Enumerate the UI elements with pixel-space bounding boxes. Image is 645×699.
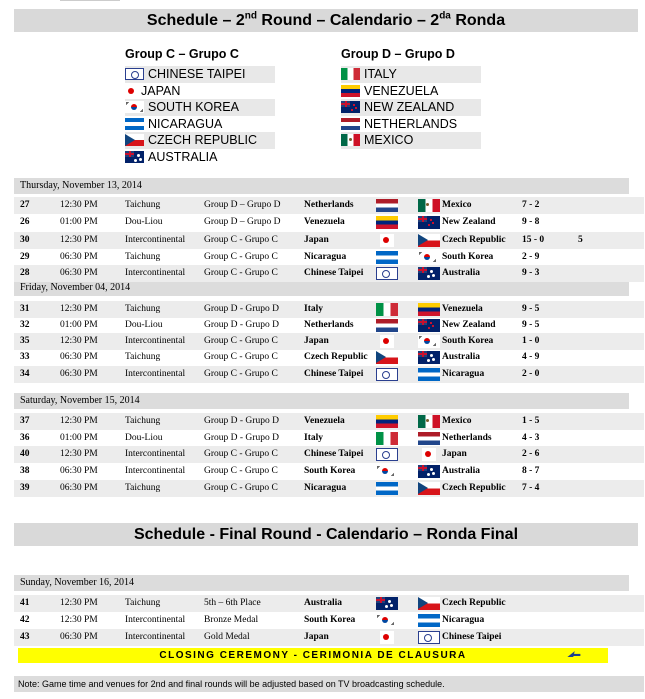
game-group: Group C - Grupo C bbox=[204, 336, 278, 346]
game-row bbox=[14, 265, 644, 282]
team-item bbox=[125, 149, 275, 166]
game-time: 01:00 PM bbox=[60, 217, 98, 227]
game-venue: Intercontinental bbox=[125, 268, 186, 278]
game-venue: Intercontinental bbox=[125, 336, 186, 346]
game-group: Group D - Grupo D bbox=[204, 304, 279, 314]
away-team: Italy bbox=[304, 433, 323, 443]
game-time: 06:30 PM bbox=[60, 252, 98, 262]
game-venue: Dou-Liou bbox=[125, 217, 163, 227]
mex-flag-icon bbox=[418, 415, 440, 428]
game-group: Group C - Grupo C bbox=[204, 466, 278, 476]
home-team: New Zealand bbox=[442, 320, 496, 330]
game-score: 7 - 2 bbox=[522, 200, 540, 210]
kor-flag-icon bbox=[418, 335, 440, 348]
game-score: 7 - 4 bbox=[522, 483, 540, 493]
away-team: Netherlands bbox=[304, 200, 354, 210]
game-score: 9 - 8 bbox=[522, 217, 540, 227]
ita-flag-icon bbox=[376, 303, 398, 316]
away-team: Chinese Taipei bbox=[304, 449, 364, 459]
cze-flag-icon bbox=[125, 134, 144, 146]
game-extra: 5 bbox=[578, 235, 583, 245]
day-header: Saturday, November 15, 2014 bbox=[14, 393, 629, 409]
game-group: Group C - Grupo C bbox=[204, 369, 278, 379]
game-group: Group C - Grupo C bbox=[204, 252, 278, 262]
nca-flag-icon bbox=[376, 482, 398, 495]
game-number: 31 bbox=[20, 304, 30, 314]
ned-flag-icon bbox=[376, 199, 398, 212]
day-header: Sunday, November 16, 2014 bbox=[14, 575, 629, 591]
team-name: VENEZUELA bbox=[364, 83, 439, 98]
away-team: Chinese Taipei bbox=[304, 369, 364, 379]
aus-flag-icon bbox=[418, 267, 440, 280]
game-venue: Taichung bbox=[125, 304, 161, 314]
game-time: 12:30 PM bbox=[60, 449, 98, 459]
away-team: Australia bbox=[304, 598, 342, 608]
away-team: Nicaragua bbox=[304, 252, 347, 262]
game-number: 33 bbox=[20, 352, 30, 362]
home-team: Czech Republic bbox=[442, 483, 506, 493]
home-team: Chinese Taipei bbox=[442, 632, 502, 642]
footnote: Note: Game time and venues for 2nd and final rounds will be adjusted based on TV broadcasting schedule. bbox=[14, 676, 644, 692]
game-score: 4 - 3 bbox=[522, 433, 540, 443]
game-number: 40 bbox=[20, 449, 30, 459]
game-venue: Dou-Liou bbox=[125, 433, 163, 443]
title-sup: nd bbox=[244, 10, 257, 22]
game-number: 42 bbox=[20, 615, 30, 625]
group-c-list bbox=[125, 46, 275, 165]
game-row bbox=[14, 197, 644, 214]
ned-flag-icon bbox=[341, 118, 360, 130]
game-time: 06:30 PM bbox=[60, 483, 98, 493]
nca-flag-icon bbox=[418, 368, 440, 381]
game-venue: Taichung bbox=[125, 252, 161, 262]
game-time: 06:30 PM bbox=[60, 369, 98, 379]
game-number: 38 bbox=[20, 466, 30, 476]
title-text: Round – Calendario – 2 bbox=[256, 12, 440, 29]
nca-flag-icon bbox=[418, 614, 440, 627]
game-venue: Intercontinental bbox=[125, 369, 186, 379]
game-venue: Taichung bbox=[125, 352, 161, 362]
home-team: Mexico bbox=[442, 200, 472, 210]
away-team: South Korea bbox=[304, 466, 356, 476]
home-team: Nicaragua bbox=[442, 369, 485, 379]
second-round-title bbox=[14, 9, 638, 32]
team-name: SOUTH KOREA bbox=[148, 100, 239, 115]
game-row bbox=[14, 366, 644, 383]
game-time: 01:00 PM bbox=[60, 433, 98, 443]
team-name: NICARAGUA bbox=[148, 116, 223, 131]
game-score: 15 - 0 bbox=[522, 235, 545, 245]
ven-flag-icon bbox=[376, 216, 398, 229]
day-header: Friday, November 04, 2014 bbox=[14, 280, 629, 296]
game-number: 30 bbox=[20, 235, 30, 245]
team-name: CZECH REPUBLIC bbox=[148, 133, 258, 148]
team-item bbox=[125, 83, 275, 100]
home-team: South Korea bbox=[442, 252, 494, 262]
game-time: 06:30 PM bbox=[60, 268, 98, 278]
game-row bbox=[14, 480, 644, 497]
title-sup: da bbox=[439, 10, 451, 22]
team-item bbox=[341, 132, 481, 149]
away-team: Nicaragua bbox=[304, 483, 347, 493]
kor-flag-icon bbox=[125, 101, 144, 113]
nca-flag-icon bbox=[125, 118, 144, 130]
nzl-flag-icon bbox=[418, 319, 440, 332]
game-number: 34 bbox=[20, 369, 30, 379]
game-venue: Taichung bbox=[125, 483, 161, 493]
game-time: 12:30 PM bbox=[60, 416, 98, 426]
home-team: Australia bbox=[442, 466, 480, 476]
away-team: Italy bbox=[304, 304, 323, 314]
game-time: 12:30 PM bbox=[60, 200, 98, 210]
game-row bbox=[14, 317, 644, 334]
day-header: Thursday, November 13, 2014 bbox=[14, 178, 629, 194]
game-score: 9 - 5 bbox=[522, 304, 540, 314]
closing-ceremony-banner: CLOSING CEREMONY - CERIMONIA DE CLAUSURA bbox=[18, 648, 608, 663]
ita-flag-icon bbox=[341, 68, 360, 80]
game-group: Group D - Grupo D bbox=[204, 416, 279, 426]
game-row bbox=[14, 446, 644, 463]
mex-flag-icon bbox=[418, 199, 440, 212]
away-team: Japan bbox=[304, 235, 329, 245]
game-number: 32 bbox=[20, 320, 30, 330]
game-group: Group D – Grupo D bbox=[204, 200, 281, 210]
game-number: 37 bbox=[20, 416, 30, 426]
jpn-flag-icon bbox=[380, 234, 394, 247]
logo-icon: ◢▬ bbox=[568, 651, 581, 658]
game-row bbox=[14, 249, 644, 266]
kor-flag-icon bbox=[376, 465, 398, 478]
game-score: 4 - 9 bbox=[522, 352, 540, 362]
nca-flag-icon bbox=[376, 251, 398, 264]
game-venue: Intercontinental bbox=[125, 615, 186, 625]
team-item bbox=[125, 66, 275, 83]
game-row bbox=[14, 413, 644, 430]
game-row bbox=[14, 214, 644, 231]
away-team: Japan bbox=[304, 336, 329, 346]
game-group: Gold Medal bbox=[204, 632, 250, 642]
game-group: Group C - Grupo C bbox=[204, 449, 278, 459]
jpn-flag-icon bbox=[125, 85, 137, 97]
game-score: 1 - 0 bbox=[522, 336, 540, 346]
tpe-flag-icon bbox=[418, 631, 440, 644]
away-team: Japan bbox=[304, 632, 329, 642]
tpe-flag-icon bbox=[125, 68, 144, 80]
team-item bbox=[125, 116, 275, 133]
game-group: Bronze Medal bbox=[204, 615, 259, 625]
game-number: 28 bbox=[20, 268, 30, 278]
away-team: Venezuela bbox=[304, 416, 345, 426]
away-team: Venezuela bbox=[304, 217, 345, 227]
team-item bbox=[125, 132, 275, 149]
home-team: Australia bbox=[442, 268, 480, 278]
team-name: NEW ZEALAND bbox=[364, 100, 455, 115]
ned-flag-icon bbox=[376, 319, 398, 332]
game-number: 41 bbox=[20, 598, 30, 608]
game-number: 29 bbox=[20, 252, 30, 262]
game-time: 12:30 PM bbox=[60, 235, 98, 245]
group-d-title: Group D – Grupo D bbox=[341, 47, 455, 61]
away-team: South Korea bbox=[304, 615, 356, 625]
home-team: New Zealand bbox=[442, 217, 496, 227]
team-item bbox=[341, 116, 481, 133]
game-time: 06:30 PM bbox=[60, 466, 98, 476]
aus-flag-icon bbox=[418, 351, 440, 364]
tpe-flag-icon bbox=[376, 267, 398, 280]
game-group: Group D – Grupo D bbox=[204, 217, 281, 227]
home-team: Venezuela bbox=[442, 304, 483, 314]
away-team: Czech Republic bbox=[304, 352, 368, 362]
away-team: Netherlands bbox=[304, 320, 354, 330]
game-venue: Intercontinental bbox=[125, 632, 186, 642]
home-team: Netherlands bbox=[442, 433, 492, 443]
home-team: Nicaragua bbox=[442, 615, 485, 625]
game-number: 36 bbox=[20, 433, 30, 443]
cze-flag-icon bbox=[418, 597, 440, 610]
team-name: NETHERLANDS bbox=[364, 116, 458, 131]
kor-flag-icon bbox=[376, 614, 398, 627]
game-group: 5th – 6th Place bbox=[204, 598, 261, 608]
home-team: Australia bbox=[442, 352, 480, 362]
game-row bbox=[14, 333, 644, 350]
game-score: 9 - 3 bbox=[522, 268, 540, 278]
nzl-flag-icon bbox=[341, 101, 360, 113]
game-venue: Intercontinental bbox=[125, 235, 186, 245]
game-score: 2 - 6 bbox=[522, 449, 540, 459]
home-team: Czech Republic bbox=[442, 598, 506, 608]
game-venue: Dou-Liou bbox=[125, 320, 163, 330]
game-venue: Taichung bbox=[125, 598, 161, 608]
aus-flag-icon bbox=[125, 151, 144, 163]
title-text: Ronda bbox=[450, 12, 506, 29]
top-decoration bbox=[60, 0, 120, 5]
game-venue: Taichung bbox=[125, 200, 161, 210]
game-group: Group C - Grupo C bbox=[204, 235, 278, 245]
game-group: Group C - Grupo C bbox=[204, 352, 278, 362]
cze-flag-icon bbox=[418, 482, 440, 495]
mex-flag-icon bbox=[341, 134, 360, 146]
game-score: 1 - 5 bbox=[522, 416, 540, 426]
team-name: CHINESE TAIPEI bbox=[148, 67, 246, 82]
tpe-flag-icon bbox=[376, 448, 398, 461]
game-time: 12:30 PM bbox=[60, 336, 98, 346]
game-row bbox=[14, 232, 644, 249]
game-row bbox=[14, 349, 644, 366]
game-time: 06:30 PM bbox=[60, 632, 98, 642]
home-team: South Korea bbox=[442, 336, 494, 346]
cze-flag-icon bbox=[418, 234, 440, 247]
final-round-title: Schedule - Final Round - Calendario – Ronda Final bbox=[14, 523, 638, 546]
tpe-flag-icon bbox=[376, 368, 398, 381]
game-number: 39 bbox=[20, 483, 30, 493]
game-row bbox=[14, 629, 644, 646]
team-name: MEXICO bbox=[364, 133, 414, 148]
jpn-flag-icon bbox=[422, 448, 436, 461]
game-time: 06:30 PM bbox=[60, 352, 98, 362]
game-row bbox=[14, 301, 644, 318]
game-score: 9 - 5 bbox=[522, 320, 540, 330]
ven-flag-icon bbox=[341, 85, 360, 97]
game-venue: Intercontinental bbox=[125, 466, 186, 476]
ven-flag-icon bbox=[376, 415, 398, 428]
jpn-flag-icon bbox=[380, 335, 394, 348]
aus-flag-icon bbox=[418, 465, 440, 478]
game-row bbox=[14, 430, 644, 447]
game-row bbox=[14, 463, 644, 480]
team-name: ITALY bbox=[364, 67, 397, 82]
team-item bbox=[341, 66, 481, 83]
group-c-title: Group C – Grupo C bbox=[125, 47, 239, 61]
game-row bbox=[14, 612, 644, 629]
cze-flag-icon bbox=[376, 351, 398, 364]
home-team: Czech Republic bbox=[442, 235, 506, 245]
game-venue: Taichung bbox=[125, 416, 161, 426]
game-time: 12:30 PM bbox=[60, 598, 98, 608]
game-group: Group C - Grupo C bbox=[204, 483, 278, 493]
game-score: 2 - 0 bbox=[522, 369, 540, 379]
game-time: 12:30 PM bbox=[60, 615, 98, 625]
home-team: Japan bbox=[442, 449, 467, 459]
game-group: Group D - Grupo D bbox=[204, 320, 279, 330]
game-time: 01:00 PM bbox=[60, 320, 98, 330]
team-item bbox=[125, 99, 275, 116]
jpn-flag-icon bbox=[380, 631, 394, 644]
team-name: AUSTRALIA bbox=[148, 149, 218, 164]
game-number: 43 bbox=[20, 632, 30, 642]
game-time: 12:30 PM bbox=[60, 304, 98, 314]
game-group: Group D - Grupo D bbox=[204, 433, 279, 443]
team-item bbox=[341, 83, 481, 100]
game-number: 35 bbox=[20, 336, 30, 346]
team-name: JAPAN bbox=[141, 83, 181, 98]
game-row bbox=[14, 595, 644, 612]
away-team: Chinese Taipei bbox=[304, 268, 364, 278]
team-item bbox=[341, 99, 481, 116]
title-text: Schedule – 2 bbox=[146, 12, 245, 29]
game-number: 27 bbox=[20, 200, 30, 210]
game-score: 8 - 7 bbox=[522, 466, 540, 476]
group-d-list bbox=[341, 46, 481, 149]
aus-flag-icon bbox=[376, 597, 398, 610]
game-group: Group C - Grupo C bbox=[204, 268, 278, 278]
ven-flag-icon bbox=[418, 303, 440, 316]
ned-flag-icon bbox=[418, 432, 440, 445]
home-team: Mexico bbox=[442, 416, 472, 426]
nzl-flag-icon bbox=[418, 216, 440, 229]
game-number: 26 bbox=[20, 217, 30, 227]
game-venue: Intercontinental bbox=[125, 449, 186, 459]
ita-flag-icon bbox=[376, 432, 398, 445]
game-score: 2 - 9 bbox=[522, 252, 540, 262]
kor-flag-icon bbox=[418, 251, 440, 264]
